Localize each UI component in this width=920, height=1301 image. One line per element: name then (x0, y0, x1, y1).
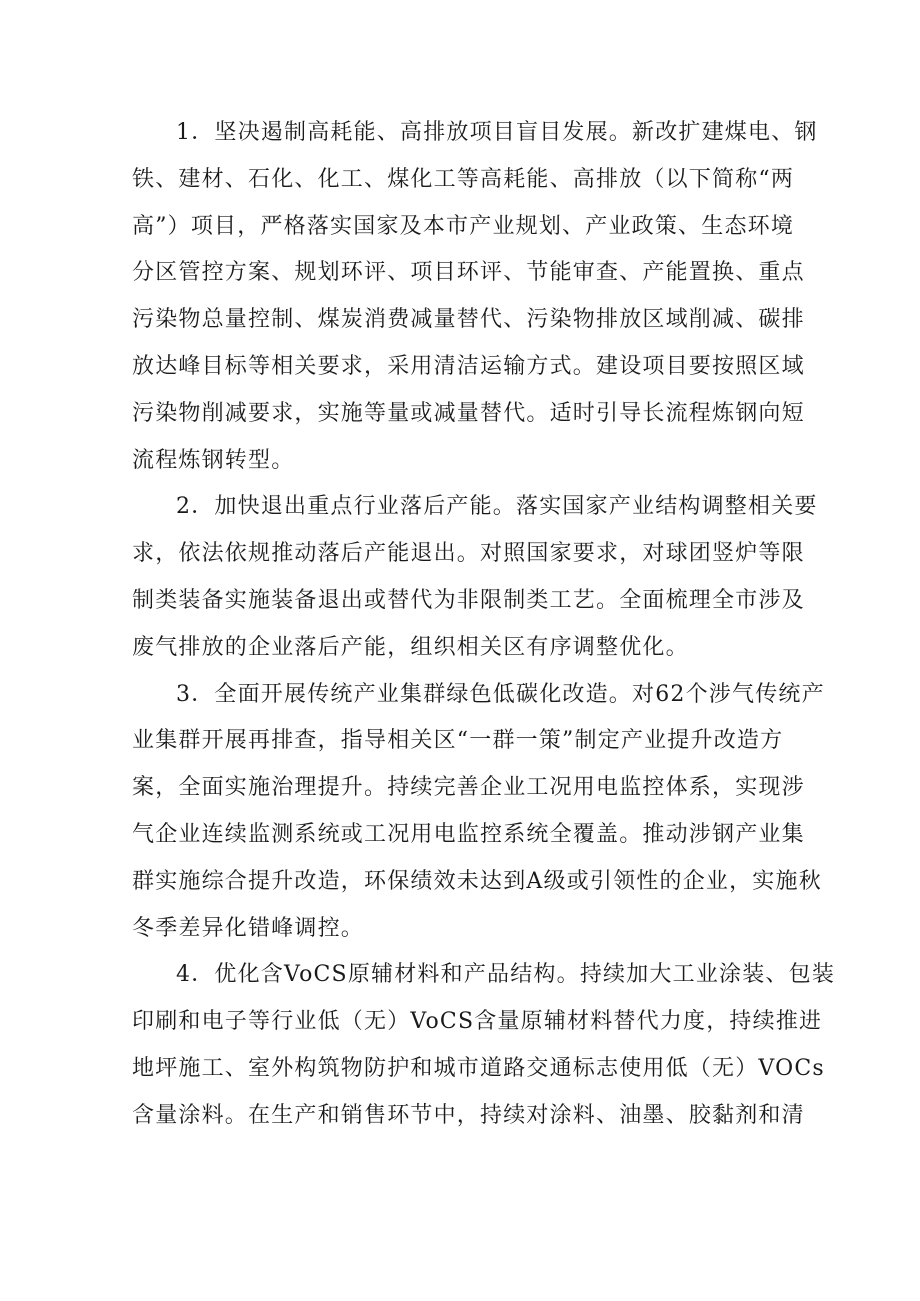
paragraph-line: 印刷和电子等行业低（无）VoCS含量原辅材料替代力度，持续推进 (132, 1009, 823, 1035)
paragraph-line: 流程炼钢转型。 (132, 447, 295, 473)
paragraph-line: 含量涂料。在生产和销售环节中，持续对涂料、油墨、胶黏剂和清 (132, 1102, 805, 1128)
paragraph-line: 3．全面开展传统产业集群绿色低碳化改造。对62个涉气传统产 (176, 681, 825, 707)
paragraph-line: 气企业连续监测系统或工况用电监控系统全覆盖。推动涉钢产业集 (132, 821, 805, 847)
paragraph-line: 铁、建材、石化、化工、煤化工等高耗能、高排放（以下简称“两 (132, 166, 795, 192)
paragraph-line: 分区管控方案、规划环评、项目环评、节能审查、产能置换、重点 (132, 260, 805, 286)
paragraph-line: 废气排放的企业落后产能，组织相关区有序调整优化。 (132, 634, 689, 660)
paragraph-4 (132, 952, 836, 1139)
paragraph-2 (132, 484, 818, 671)
paragraph-line: 污染物削减要求，实施等量或减量替代。适时引导长流程炼钢向短 (132, 400, 805, 426)
paragraph-line: 案，全面实施治理提升。持续完善企业工况用电监控体系，实现涉 (132, 775, 805, 801)
paragraph-1 (132, 110, 818, 484)
paragraph-line: 4．优化含VoCS原辅材料和产品结构。持续加大工业涂装、包装 (176, 962, 836, 988)
paragraph-line: 2．加快退出重点行业落后产能。落实国家产业结构调整相关要 (176, 494, 818, 520)
paragraph-line: 污染物总量控制、煤炭消费减量替代、污染物排放区域削减、碳排 (132, 307, 805, 333)
paragraph-line: 地坪施工、室外构筑物防护和城市道路交通标志使用低（无）VOCs (132, 1055, 825, 1081)
paragraph-line: 冬季差异化错峰调控。 (132, 915, 365, 941)
paragraph-line: 群实施综合提升改造，环保绩效未达到A级或引领性的企业，实施秋 (132, 868, 822, 894)
paragraph-line: 业集群开展再排查，指导相关区“一群一策”制定产业提升改造方 (132, 728, 784, 754)
document-body (132, 110, 836, 1140)
paragraph-line: 放达峰目标等相关要求，采用清洁运输方式。建设项目要按照区域 (132, 353, 805, 379)
paragraph-line: 求，依法依规推动落后产能退出。对照国家要求，对球团竖炉等限 (132, 541, 805, 567)
paragraph-3 (132, 672, 825, 953)
paragraph-line: 高”）项目，严格落实国家及本市产业规划、产业政策、生态环境 (132, 213, 795, 239)
paragraph-line: 1．坚决遏制高耗能、高排放项目盲目发展。新改扩建煤电、钢 (176, 120, 818, 145)
paragraph-line: 制类装备实施装备退出或替代为非限制类工艺。全面梳理全市涉及 (132, 587, 805, 613)
